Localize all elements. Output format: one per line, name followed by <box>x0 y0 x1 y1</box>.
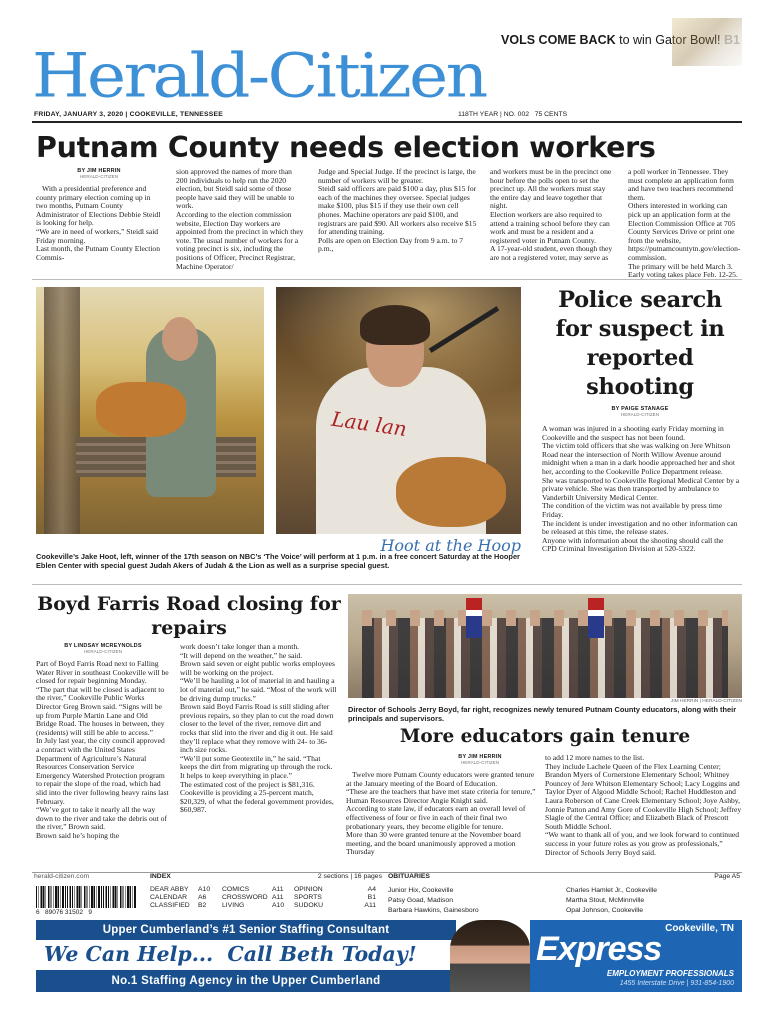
issue-info: 118TH YEAR | NO. 002 75 CENTS <box>458 111 568 118</box>
lead-byline: BY JIM HERRIN <box>77 168 121 174</box>
index-page: A11 <box>272 894 284 901</box>
obits-right <box>566 886 742 916</box>
ad-top-banner: Upper Cumberland’s #1 Senior Staffing Consultant <box>36 920 456 940</box>
index-name[interactable]: OPINION <box>294 886 323 893</box>
obituaries-page[interactable]: Page A5 <box>714 873 740 880</box>
teaser-page: B1 <box>724 33 740 47</box>
index-page: A11 <box>272 886 284 893</box>
guitar-2 <box>396 457 506 527</box>
educators-byline-org: HERALD-CITIZEN <box>460 760 500 765</box>
teaser-bold: VOLS COME BACK <box>501 33 616 47</box>
educators-caption: Director of Schools Jerry Boyd, far right, recognizes newly tenured Putnam County educators, along with their principals and supervisors. <box>348 705 737 723</box>
singer-hair <box>360 305 430 345</box>
index-page: B1 <box>367 894 376 901</box>
index-page: A11 <box>364 902 376 909</box>
hoot-caption: Cookeville’s Jake Hoot, left, winner of the 17th season on NBC’s ‘The Voice’ will perform at 1 p.m. in a free concert Saturday at the Hooper Eblen Center with special guest Judah Akers of Judah & the Lion as well as a surprise special guest. <box>36 552 520 570</box>
index-page: A4 <box>367 886 376 893</box>
lead-col-1 <box>36 168 162 274</box>
guitar <box>96 382 186 437</box>
educators-group <box>362 618 728 698</box>
obit-entry[interactable]: Martha Stout, McMinnville <box>566 897 645 904</box>
index-page: A10 <box>272 902 285 909</box>
website-link[interactable]: herald-citizen.com <box>34 873 90 880</box>
lead-col-1-text: With a presidential preference and county primary election coming up in two months, Putnam County Administrator of Elections Debbie Steidl is looking for help. “We are in need of workers,” Steidl said Friday morning. Last month, the Putnam County Election Commis- <box>36 184 161 262</box>
ad-bottom-banner: No.1 Staffing Agency in the Upper Cumberland <box>36 970 456 992</box>
index-page: A6 <box>198 894 207 901</box>
police-headline[interactable]: Police search for suspect in reported shooting <box>555 287 725 400</box>
lead-headline[interactable]: Putnam County needs election workers <box>36 131 656 164</box>
police-body: A woman was injured in a shooting early Friday morning in Cookeville and the suspect has not been found. The victim told officers that she was walking on Jere Whitson Road near the intersection of North Willow Avenue around midnight when a man in a dark hoodie approached her and shot her, according to the Cookeville Police Department release. She was transported to Cookeville Regional Medical Center by a private vehicle. She was then transported by ambulance to Vanderbilt University Medical Center. The condition of the victim was not available by press time Friday. The incident is under investigation and no other information can be released at this time, the release states. Anyone with information about the shooting should call the CPD Criminal Investigation Division at 520-5322. <box>542 424 740 554</box>
jake-hoot-photo[interactable] <box>36 287 264 534</box>
sections-count: 2 sections | 16 pages <box>317 873 382 880</box>
masthead-rule <box>32 121 742 123</box>
ad-sub: EMPLOYMENT PROFESSIONALS <box>606 969 734 978</box>
educators-headline[interactable]: More educators gain tenure <box>399 726 691 747</box>
flag-right <box>588 598 604 638</box>
ad-express-panel <box>530 920 742 992</box>
educators-photo-credit: JIM HERRIN | HERALD-CITIZEN <box>670 699 742 704</box>
road-byline-org: HERALD-CITIZEN <box>83 649 123 654</box>
educators-col-1: Twelve more Putnam County educators were granted tenure at the January meeting of the Board of Education. “These are the teachers that have met state criteria for tenure,” Human Resources Director Angie Knight said. According to state law, if educators earn an overall level of effectiveness of four or five in each of their final two probationary years, they become eligible for tenure. More than 30 were granted tenure at the November board meeting, and the board unanimously approved a motion Thursday <box>346 770 536 857</box>
police-byline-block <box>538 406 742 423</box>
index-name[interactable]: CROSSWORD <box>222 894 268 901</box>
index-page: B2 <box>198 902 207 909</box>
index-name[interactable]: CALENDAR <box>150 894 188 901</box>
barcode-digits: 6 89076 31502 9 <box>36 909 93 916</box>
index-page: A10 <box>198 886 211 893</box>
index-name[interactable]: COMICS <box>222 886 250 893</box>
mid-rule <box>32 584 742 585</box>
lead-rule <box>32 279 742 280</box>
footer-rule <box>32 872 742 873</box>
road-col-1 <box>36 643 170 903</box>
ad-location: Cookeville, TN <box>665 923 734 934</box>
lead-col-3: Judge and Special Judge. If the precinct is large, the number of workers will be greater. Steidl said officers are paid $100 a day, plus $15 for each of the machines they oversee. Special judges make $100, plus $15 if they use their own cell phones. Machine operators are paid $100, and registrars are paid $90. All workers also receive $15 for attending training. Polls are open on Election Day from 9 a.m. to 7 p.m., <box>318 167 477 254</box>
educators-heads <box>362 610 728 626</box>
tree-trunk <box>44 287 80 534</box>
road-byline: BY LINDSAY MCREYNOLDS <box>64 643 142 649</box>
index-name[interactable]: LIVING <box>222 902 245 909</box>
shirt-lettering: Lau lan <box>330 406 409 441</box>
hoot-concert-photo[interactable] <box>276 287 521 534</box>
obit-entry[interactable]: Junior Hix, Cookeville <box>388 887 454 894</box>
index-name[interactable]: DEAR ABBY <box>150 886 189 893</box>
obits-left <box>388 886 558 916</box>
obit-entry[interactable]: Charles Hamlet Jr., Cookeville <box>566 887 658 894</box>
educators-col-2: to add 12 more names to the list. They include Lachele Queen of the Flex Learning Center; Brandon Myers of Cornerstone Elementary School; Whitney Pouncey of Jere Whitson Elementary School; Lacy Loggins and Taylor Dyer of Algood Middle School; Rachel Huddleston and Laura Roberson of Cane Creek Elementary School; Joye Ashby, Jonnie Patton and Amy Gore of Cookeville High School; Jeffrey Slagle of the Central Office; and Elizabeth Black of Prescott South Middle School. “We want to thank all of you, and we look forward to continued success in your future roles as you grow as professionals,” Director of Schools Jerry Boyd said. <box>545 753 742 857</box>
masthead-title[interactable]: Herald-Citizen <box>32 40 486 112</box>
road-headline[interactable]: Boyd Farris Road closing for repairs <box>37 593 341 639</box>
barcode <box>36 886 136 908</box>
index-grid <box>150 886 384 909</box>
index-label: INDEX <box>150 873 171 880</box>
ad-brand: Express <box>536 930 662 968</box>
hoot-title[interactable]: Hoot at the Hoop <box>380 536 521 555</box>
dateline: FRIDAY, JANUARY 3, 2020 | COOKEVILLE, TENNESSEE <box>34 111 223 118</box>
obit-entry[interactable]: Barbara Hawkins, Gainesboro <box>388 907 479 914</box>
staffing-ad[interactable] <box>36 920 742 992</box>
obit-entry[interactable]: Opal Johnson, Cookeville <box>566 907 644 914</box>
index-name[interactable]: SPORTS <box>294 894 322 901</box>
index-name[interactable]: CLASSIFIED <box>150 902 190 909</box>
lead-col-4: and workers must be in the precinct one hour before the polls open to set the precinct up. All the workers must stay the entire day and leave together that night. Election workers are also required to attend a training school before they can work and must be a resident and a registered voter in Putnam County. A 17-year-old student, even though they are not a registered voter, may serve as <box>490 167 613 262</box>
road-col-1-text: Part of Boyd Farris Road next to Falling Water River in southeast Cookeville will be closed for repair beginning Monday. “The part that will be closed is adjacent to the river,” Cookeville Public Works Director Greg Brown said. “Signs will be up from Purple Martin Lane and Old Bridge Road. The houses in between, they (residents) will still be able to access.” In July last year, the city council approved a contract with the United States Department of Agriculture’s Natural Resources Conservation Service Emergency Watershed Protection program to repair the slope of the road, which had slid into the river following heavy rains last February. “We’ve got to take it nearly all the way down to the river and take the debris out of the river,” Brown said. Brown said he’s hoping the <box>36 659 169 840</box>
index-name[interactable]: SUDOKU <box>294 902 324 909</box>
ad-address: 1455 Interstate Drive | 931-854-1900 <box>619 980 734 987</box>
police-byline: BY PAIGE STANAGE <box>611 406 669 412</box>
educators-photo[interactable] <box>348 594 742 698</box>
teaser-text: to win Gator Bowl! <box>615 33 721 47</box>
ad-script: We Can Help... Call Beth Today! <box>44 942 417 966</box>
educators-byline-block <box>420 754 540 771</box>
hoot-head <box>162 317 198 361</box>
police-byline-org: HERALD-CITIZEN <box>620 412 660 417</box>
ad-photo <box>450 920 530 992</box>
educators-byline: BY JIM HERRIN <box>458 754 502 760</box>
flag-left <box>466 598 482 638</box>
lead-col-5: a poll worker in Tennessee. They must complete an application form and have two teachers recommend them. Others interested in working can pick up an application form at the Election Commission Office at 705 County Services Drive or print one from the website, https://putnamcountytn.gov/election-commission. The primary will be held March 3. Early voting takes place Feb. 12-25. <box>628 167 741 280</box>
lead-col-2: sion approved the names of more than 200 individuals to help run the 2020 election, but Steidl said some of those people have said they will be unable to work. According to the election commission website, Election Day workers are appointed from the precinct in which they vote. The usual number of workers for a voting precinct is six, including the positions of Officer, Precinct Registrar, Machine Operator/ <box>176 167 304 271</box>
obit-entry[interactable]: Patsy Goad, Madison <box>388 897 453 904</box>
lead-byline-org: HERALD-CITIZEN <box>79 174 119 179</box>
obituaries-label: OBITUARIES <box>388 873 430 880</box>
road-col-2: work doesn’t take longer than a month. “It will depend on the weather,” he said. Brown said seven or eight public works employees will be working on the project. “We’ll be hauling a lot of material in and hauling a lot of material out,” he said. “Most of the work will be driving dump trucks.” Brown said Boyd Farris Road is still sliding after previous repairs, so they plan to cut the road down closer to the level of the river, remove dirt and rocks that slid into the river and dig it out. He said they’ll replace what they remove with 24- to 36-inch size rocks. “We’ll put some Geotextile in,” he said. “That keeps the dirt from migrating up through the rock. It helps to keep everything in place.” The estimated cost of the project is $81,316. Cookeville is providing a 25-percent match, $20,329, of what the federal government provides, $60,987. <box>180 642 337 815</box>
